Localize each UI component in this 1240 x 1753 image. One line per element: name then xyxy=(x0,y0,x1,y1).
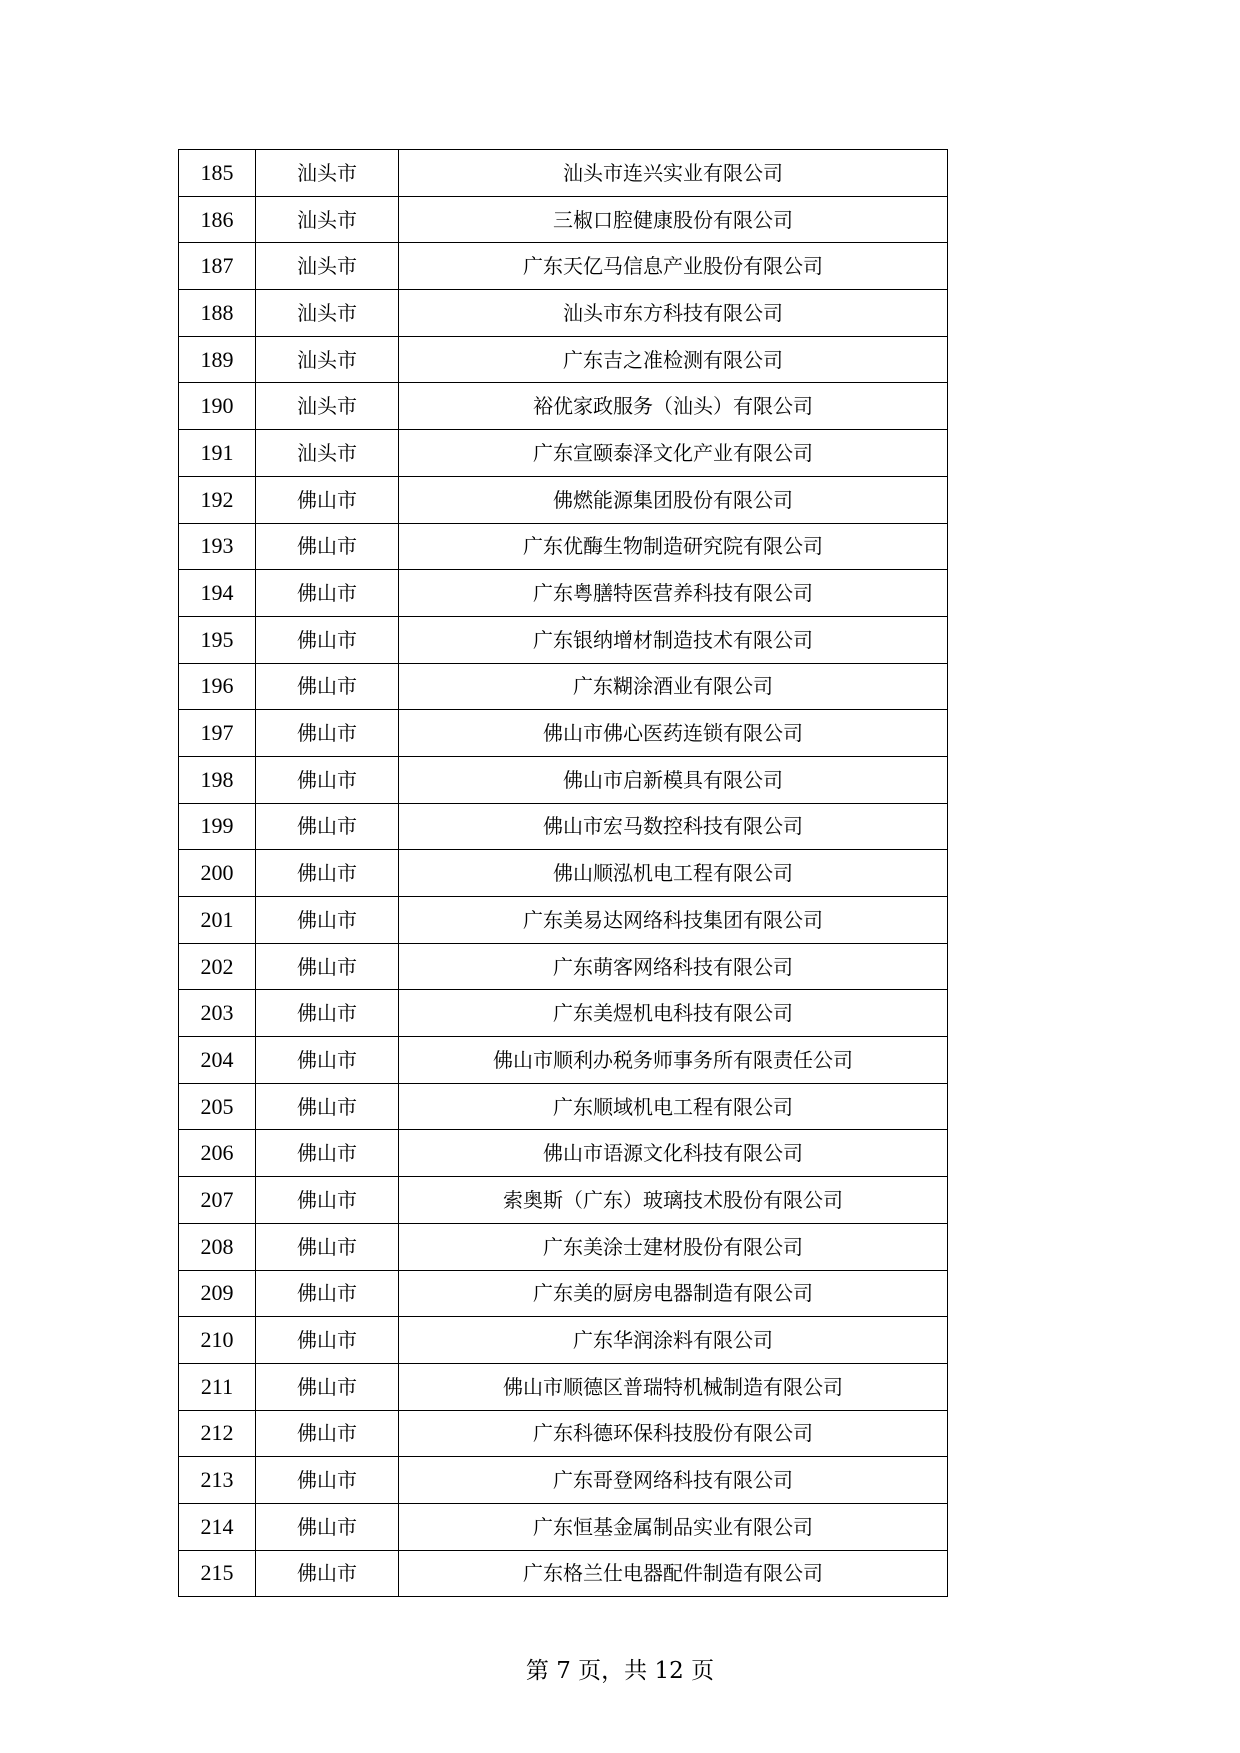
row-number-cell: 198 xyxy=(179,756,256,803)
table-row xyxy=(179,756,948,803)
row-number-cell: 191 xyxy=(179,430,256,477)
company-name-cell: 广东恒基金属制品实业有限公司 xyxy=(399,1503,948,1550)
row-number-cell: 201 xyxy=(179,897,256,944)
company-name-cell: 三椒口腔健康股份有限公司 xyxy=(399,196,948,243)
city-cell: 汕头市 xyxy=(256,150,399,197)
company-name-cell: 广东天亿马信息产业股份有限公司 xyxy=(399,243,948,290)
company-name-cell: 广东哥登网络科技有限公司 xyxy=(399,1457,948,1504)
city-cell: 佛山市 xyxy=(256,616,399,663)
row-number-cell: 185 xyxy=(179,150,256,197)
page-number-footer: 第 7 页，共 12 页 xyxy=(525,1658,715,1684)
row-number-cell: 195 xyxy=(179,616,256,663)
city-cell: 佛山市 xyxy=(256,990,399,1037)
company-name-cell: 佛山市宏马数控科技有限公司 xyxy=(399,803,948,850)
company-name-cell: 广东粤膳特医营养科技有限公司 xyxy=(399,570,948,617)
row-number-cell: 203 xyxy=(179,990,256,1037)
row-number-cell: 192 xyxy=(179,476,256,523)
table-row xyxy=(179,336,948,383)
company-name-cell: 广东美的厨房电器制造有限公司 xyxy=(399,1270,948,1317)
row-number-cell: 187 xyxy=(179,243,256,290)
row-number-cell: 200 xyxy=(179,850,256,897)
table-row xyxy=(179,990,948,1037)
city-cell: 佛山市 xyxy=(256,850,399,897)
company-name-cell: 索奥斯（广东）玻璃技术股份有限公司 xyxy=(399,1177,948,1224)
row-number-cell: 194 xyxy=(179,570,256,617)
row-number-cell: 214 xyxy=(179,1503,256,1550)
city-cell: 汕头市 xyxy=(256,196,399,243)
company-name-cell: 广东糊涂酒业有限公司 xyxy=(399,663,948,710)
table-row xyxy=(179,710,948,757)
row-number-cell: 213 xyxy=(179,1457,256,1504)
city-cell: 佛山市 xyxy=(256,1177,399,1224)
city-cell: 佛山市 xyxy=(256,476,399,523)
row-number-cell: 209 xyxy=(179,1270,256,1317)
company-name-cell: 佛燃能源集团股份有限公司 xyxy=(399,476,948,523)
company-name-cell: 广东华润涂料有限公司 xyxy=(399,1317,948,1364)
row-number-cell: 189 xyxy=(179,336,256,383)
city-cell: 佛山市 xyxy=(256,1457,399,1504)
table-row xyxy=(179,150,948,197)
company-name-cell: 佛山市佛心医药连锁有限公司 xyxy=(399,710,948,757)
table-row xyxy=(179,1083,948,1130)
table-row xyxy=(179,1317,948,1364)
city-cell: 佛山市 xyxy=(256,1130,399,1177)
table-row xyxy=(179,897,948,944)
city-cell: 佛山市 xyxy=(256,663,399,710)
city-cell: 佛山市 xyxy=(256,803,399,850)
city-cell: 佛山市 xyxy=(256,1270,399,1317)
company-name-cell: 佛山市语源文化科技有限公司 xyxy=(399,1130,948,1177)
row-number-cell: 186 xyxy=(179,196,256,243)
row-number-cell: 212 xyxy=(179,1410,256,1457)
table-row xyxy=(179,1503,948,1550)
table-row xyxy=(179,1270,948,1317)
row-number-cell: 196 xyxy=(179,663,256,710)
row-number-cell: 204 xyxy=(179,1037,256,1084)
company-name-cell: 佛山市顺德区普瑞特机械制造有限公司 xyxy=(399,1363,948,1410)
row-number-cell: 190 xyxy=(179,383,256,430)
city-cell: 佛山市 xyxy=(256,710,399,757)
city-cell: 汕头市 xyxy=(256,430,399,477)
company-name-cell: 广东美易达网络科技集团有限公司 xyxy=(399,897,948,944)
city-cell: 汕头市 xyxy=(256,243,399,290)
table-row xyxy=(179,523,948,570)
city-cell: 佛山市 xyxy=(256,1317,399,1364)
table-row xyxy=(179,290,948,337)
row-number-cell: 202 xyxy=(179,943,256,990)
company-list-table xyxy=(178,149,948,1597)
table-body xyxy=(179,150,948,1597)
row-number-cell: 199 xyxy=(179,803,256,850)
city-cell: 佛山市 xyxy=(256,570,399,617)
company-name-cell: 汕头市东方科技有限公司 xyxy=(399,290,948,337)
city-cell: 佛山市 xyxy=(256,1503,399,1550)
row-number-cell: 207 xyxy=(179,1177,256,1224)
table-row xyxy=(179,1130,948,1177)
company-name-cell: 裕优家政服务（汕头）有限公司 xyxy=(399,383,948,430)
city-cell: 汕头市 xyxy=(256,336,399,383)
row-number-cell: 215 xyxy=(179,1550,256,1597)
table-row xyxy=(179,1550,948,1597)
city-cell: 佛山市 xyxy=(256,943,399,990)
city-cell: 汕头市 xyxy=(256,290,399,337)
company-name-cell: 广东格兰仕电器配件制造有限公司 xyxy=(399,1550,948,1597)
row-number-cell: 210 xyxy=(179,1317,256,1364)
company-name-cell: 汕头市连兴实业有限公司 xyxy=(399,150,948,197)
table-row xyxy=(179,1410,948,1457)
table-row xyxy=(179,1223,948,1270)
city-cell: 佛山市 xyxy=(256,1083,399,1130)
company-name-cell: 广东宣颐泰泽文化产业有限公司 xyxy=(399,430,948,477)
table-row xyxy=(179,1457,948,1504)
table-row xyxy=(179,803,948,850)
table-row xyxy=(179,196,948,243)
table-row xyxy=(179,570,948,617)
row-number-cell: 193 xyxy=(179,523,256,570)
company-name-cell: 广东吉之准检测有限公司 xyxy=(399,336,948,383)
table-row xyxy=(179,1177,948,1224)
company-name-cell: 佛山顺泓机电工程有限公司 xyxy=(399,850,948,897)
city-cell: 佛山市 xyxy=(256,897,399,944)
company-name-cell: 广东银纳增材制造技术有限公司 xyxy=(399,616,948,663)
table-row xyxy=(179,616,948,663)
table-row xyxy=(179,476,948,523)
company-name-cell: 佛山市启新模具有限公司 xyxy=(399,756,948,803)
company-name-cell: 广东萌客网络科技有限公司 xyxy=(399,943,948,990)
company-name-cell: 佛山市顺利办税务师事务所有限责任公司 xyxy=(399,1037,948,1084)
row-number-cell: 208 xyxy=(179,1223,256,1270)
table-row xyxy=(179,430,948,477)
city-cell: 佛山市 xyxy=(256,1410,399,1457)
row-number-cell: 205 xyxy=(179,1083,256,1130)
table-row xyxy=(179,383,948,430)
table-row xyxy=(179,663,948,710)
table-row xyxy=(179,943,948,990)
city-cell: 汕头市 xyxy=(256,383,399,430)
table-row xyxy=(179,1037,948,1084)
company-name-cell: 广东优酶生物制造研究院有限公司 xyxy=(399,523,948,570)
company-name-cell: 广东顺域机电工程有限公司 xyxy=(399,1083,948,1130)
city-cell: 佛山市 xyxy=(256,523,399,570)
row-number-cell: 188 xyxy=(179,290,256,337)
city-cell: 佛山市 xyxy=(256,1363,399,1410)
city-cell: 佛山市 xyxy=(256,1550,399,1597)
company-name-cell: 广东科德环保科技股份有限公司 xyxy=(399,1410,948,1457)
city-cell: 佛山市 xyxy=(256,1037,399,1084)
row-number-cell: 197 xyxy=(179,710,256,757)
table-row xyxy=(179,850,948,897)
city-cell: 佛山市 xyxy=(256,1223,399,1270)
row-number-cell: 211 xyxy=(179,1363,256,1410)
city-cell: 佛山市 xyxy=(256,756,399,803)
row-number-cell: 206 xyxy=(179,1130,256,1177)
company-name-cell: 广东美煜机电科技有限公司 xyxy=(399,990,948,1037)
table-row xyxy=(179,243,948,290)
company-name-cell: 广东美涂士建材股份有限公司 xyxy=(399,1223,948,1270)
table-row xyxy=(179,1363,948,1410)
